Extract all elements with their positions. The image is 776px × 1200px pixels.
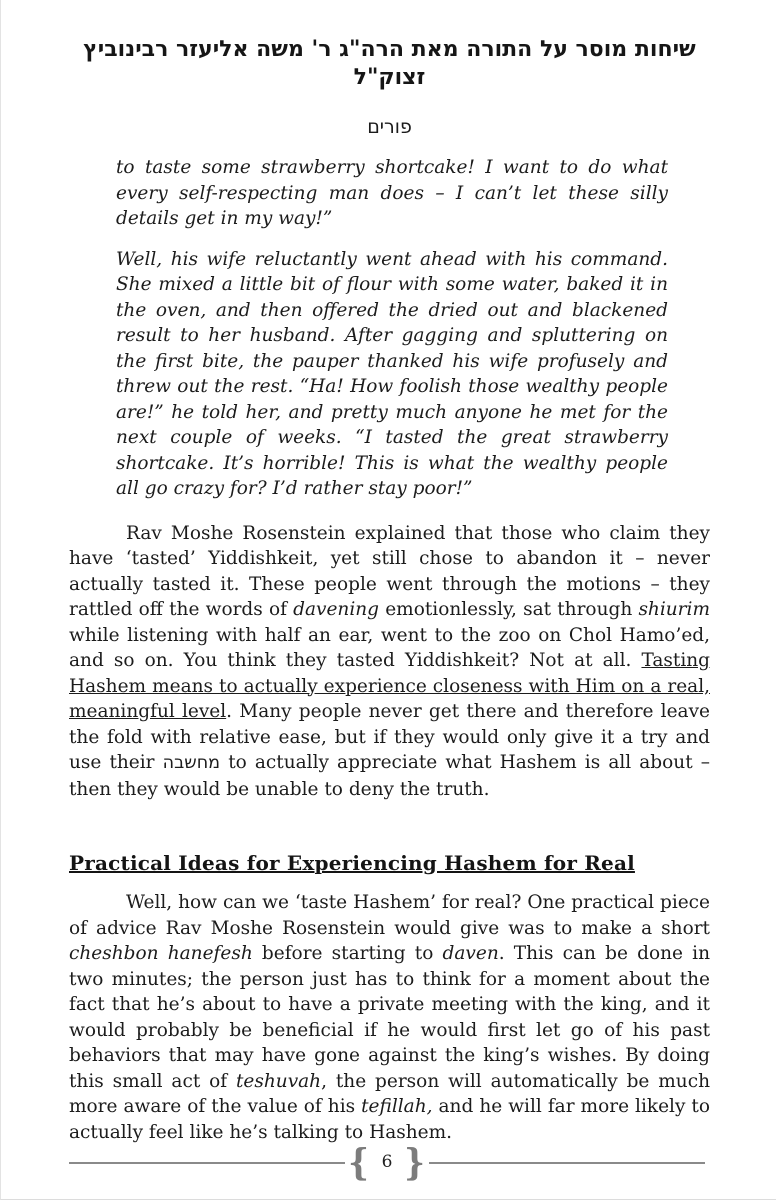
story-quote-block xyxy=(116,155,668,502)
page-header-subtitle-hebrew: פורים xyxy=(367,116,412,138)
section-heading: Practical Ideas for Experiencing Hashem for Real xyxy=(69,851,635,875)
page-content xyxy=(1,36,776,1145)
page-header-title-hebrew: שיחות מוסר על התורה מאת הרה"ג ר' משה אליעזר רבינוביץ זצוק"ל xyxy=(83,37,696,90)
quote-paragraph: to taste some strawberry shortcake! I want to do what every self-respecting man does – I can’t let these silly details get in my way!” xyxy=(116,157,668,229)
footer-rule-left xyxy=(69,1162,345,1164)
page-number-group xyxy=(347,1142,426,1184)
footer-rule-right xyxy=(429,1162,705,1164)
bracket-right-icon: } xyxy=(404,1142,426,1184)
quote-paragraph: Well, his wife reluctantly went ahead with his command. She mixed a little bit of flour with some water, baked it in the oven, and then offered the dried out and blackened result to her husband. After gagging and spluttering on the first bite, the pauper thanked his wife profusely and threw out the rest. “Ha! How foolish those wealthy people are!” he told her, and pretty much anyone he met for the next couple of weeks. “I tasted the great strawberry shortcake. It’s horrible! This is what the wealthy people all go crazy for? I’d rather stay poor!” xyxy=(116,248,668,499)
body-paragraph: Rav Moshe Rosenstein explained that those who claim they have ‘tasted’ Yiddishkeit, yet still chose to abandon it – never actually tasted it. These people went through the motions – they rattled off the words of davening emotionlessly, sat through shiurim while listening with half an ear, went to the zoo on Chol Hamo’ed, and so on. You think they tasted Yiddishkeit? Not at all. Tasting Hashem means to actually experience closeness with Him on a real, meaningful level. Many people never get there and therefore leave the fold with relative ease, but if they would only give it a try and use their מחשבה to actually appreciate what Hashem is all about – then they would be unable to deny the truth. xyxy=(69,522,710,800)
page-number: 6 xyxy=(381,1152,393,1172)
bracket-left-icon: { xyxy=(348,1142,370,1184)
page-footer xyxy=(69,1138,705,1188)
body-paragraph: Well, how can we ‘taste Hashem’ for real? One practical piece of advice Rav Moshe Rosenstein would give was to make a short cheshbon hanefesh before starting to daven. This can be done in two minutes; the person just has to think for a moment about the fact that he’s about to have a private meeting with the king, and it would probably be beneficial if he would first let go of his past behaviors that may have gone against the king’s wishes. By doing this small act of teshuvah, the person will automatically be much more aware of the value of his tefillah, and he will far more likely to actually feel like he’s talking to Hashem. xyxy=(69,892,710,1143)
